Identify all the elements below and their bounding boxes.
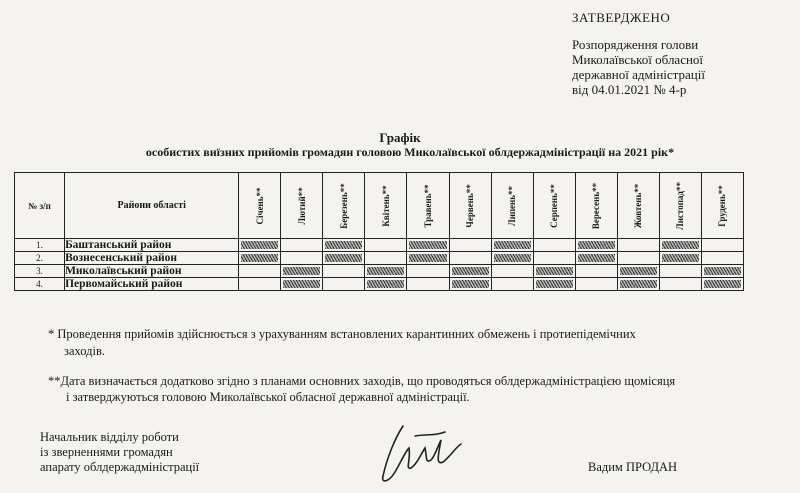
scheduled-mark — [620, 267, 657, 275]
month-cell — [407, 252, 449, 265]
month-cell — [449, 252, 491, 265]
month-label: Липень** — [507, 185, 518, 226]
month-cell — [533, 278, 575, 291]
month-cell — [323, 265, 365, 278]
header-num: № з/п — [15, 173, 65, 239]
row-num: 3. — [15, 265, 65, 278]
month-cell — [617, 265, 659, 278]
header-month — [407, 173, 449, 239]
month-cell — [323, 252, 365, 265]
table-row — [15, 239, 744, 252]
scheduled-mark — [662, 254, 699, 262]
month-cell — [491, 278, 533, 291]
header-month — [365, 173, 407, 239]
signer-line: із зверненнями громадян — [40, 445, 173, 459]
month-cell — [491, 252, 533, 265]
approval-line: Розпорядження голови — [572, 37, 699, 52]
scheduled-mark — [578, 254, 615, 262]
district-name: Миколаївський район — [65, 265, 239, 278]
month-cell — [281, 239, 323, 252]
month-label: Листопад** — [675, 181, 686, 230]
header-month — [701, 173, 743, 239]
row-num: 1. — [15, 239, 65, 252]
month-cell — [449, 278, 491, 291]
month-cell — [407, 239, 449, 252]
month-label: Березень** — [338, 182, 349, 229]
note-line: заходів. — [64, 344, 106, 358]
month-cell — [491, 265, 533, 278]
month-cell — [449, 265, 491, 278]
month-cell — [491, 239, 533, 252]
scheduled-mark — [325, 254, 362, 262]
month-cell — [575, 265, 617, 278]
month-label: Червень** — [465, 183, 476, 228]
note-dates — [48, 373, 748, 405]
table-header-row — [15, 173, 744, 239]
signer-position — [40, 430, 280, 475]
scheduled-mark — [494, 241, 531, 249]
table-row — [15, 265, 744, 278]
month-cell — [365, 252, 407, 265]
schedule-body — [15, 239, 744, 291]
month-cell — [617, 239, 659, 252]
month-cell — [533, 265, 575, 278]
district-name: Баштанський район — [65, 239, 239, 252]
month-cell — [407, 278, 449, 291]
month-label: Травень** — [423, 184, 433, 227]
month-cell — [239, 252, 281, 265]
month-cell — [449, 239, 491, 252]
approval-line: державної адміністрації — [572, 67, 705, 82]
month-label: Жовтень** — [633, 183, 644, 228]
document-title: Графік — [379, 130, 421, 145]
month-cell — [365, 239, 407, 252]
title-block — [0, 130, 800, 160]
scheduled-mark — [452, 280, 489, 288]
scheduled-mark — [452, 267, 489, 275]
scheduled-mark — [536, 267, 573, 275]
scheduled-mark — [283, 280, 320, 288]
month-cell — [659, 265, 701, 278]
note-line: **Дата визначається додатково згідно з планами основних заходів, що проводяться облдержадміністрацією щомісяця — [48, 374, 676, 388]
month-cell — [659, 239, 701, 252]
month-cell — [701, 252, 743, 265]
month-label: Квітень** — [380, 184, 391, 227]
scheduled-mark — [241, 254, 278, 262]
month-label: Грудень** — [717, 184, 728, 227]
schedule-table — [14, 172, 744, 291]
month-label: Вересень** — [591, 182, 602, 229]
header-month — [659, 173, 701, 239]
month-cell — [239, 239, 281, 252]
table-row — [15, 278, 744, 291]
scheduled-mark — [409, 254, 446, 262]
scheduled-mark — [704, 280, 741, 288]
month-cell — [281, 278, 323, 291]
row-num: 4. — [15, 278, 65, 291]
signee-name: Вадим ПРОДАН — [588, 460, 678, 474]
scheduled-mark — [536, 280, 573, 288]
month-cell — [575, 252, 617, 265]
scheduled-mark — [494, 254, 531, 262]
month-cell — [617, 278, 659, 291]
month-cell — [281, 252, 323, 265]
scheduled-mark — [325, 241, 362, 249]
month-cell — [365, 265, 407, 278]
header-month — [533, 173, 575, 239]
month-cell — [533, 252, 575, 265]
month-cell — [323, 239, 365, 252]
scheduled-mark — [283, 267, 320, 275]
month-cell — [701, 239, 743, 252]
district-name: Вознесенський район — [65, 252, 239, 265]
header-month — [281, 173, 323, 239]
month-cell — [239, 265, 281, 278]
month-cell — [575, 278, 617, 291]
header-month — [323, 173, 365, 239]
month-cell — [617, 252, 659, 265]
month-label: Лютий** — [296, 186, 307, 225]
month-cell — [659, 278, 701, 291]
scheduled-mark — [409, 241, 446, 249]
approval-block — [572, 10, 792, 97]
document-subtitle: особистих виїзних прийомів громадян головою Миколаївської облдержадміністрації на 2021 рік* — [145, 145, 675, 159]
month-cell — [701, 278, 743, 291]
row-num: 2. — [15, 252, 65, 265]
scheduled-mark — [704, 267, 741, 275]
month-cell — [239, 278, 281, 291]
month-cell — [281, 265, 323, 278]
header-month — [491, 173, 533, 239]
signer-line: апарату облдержадміністрації — [40, 460, 200, 474]
month-label: Січень** — [254, 186, 265, 225]
month-cell — [365, 278, 407, 291]
scheduled-mark — [367, 280, 404, 288]
scheduled-mark — [241, 241, 278, 249]
header-month — [449, 173, 491, 239]
header-district: Райони області — [65, 173, 239, 239]
scheduled-mark — [578, 241, 615, 249]
approval-line: від 04.01.2021 № 4-р — [572, 82, 687, 97]
approval-heading: ЗАТВЕРДЖЕНО — [572, 10, 671, 25]
month-cell — [575, 239, 617, 252]
month-cell — [659, 252, 701, 265]
note-quarantine — [48, 326, 738, 360]
month-label: Серпень** — [549, 183, 560, 228]
month-cell — [407, 265, 449, 278]
month-cell — [701, 265, 743, 278]
approval-line: Миколаївської обласної — [572, 52, 704, 67]
signer-line: Начальник відділу роботи — [40, 430, 179, 444]
note-line: і затверджуються головою Миколаївської обласної державної адміністрації. — [66, 390, 470, 404]
table-row — [15, 252, 744, 265]
district-name: Первомайський район — [65, 278, 239, 291]
header-month — [575, 173, 617, 239]
note-line: * Проведення прийомів здійснюється з урахуванням встановлених карантинних обмежень і протиепідемічних — [48, 327, 636, 341]
scheduled-mark — [367, 267, 404, 275]
handwritten-signature — [375, 418, 475, 490]
scheduled-mark — [620, 280, 657, 288]
header-month — [239, 173, 281, 239]
header-month — [617, 173, 659, 239]
month-cell — [323, 278, 365, 291]
scheduled-mark — [662, 241, 699, 249]
month-cell — [533, 239, 575, 252]
